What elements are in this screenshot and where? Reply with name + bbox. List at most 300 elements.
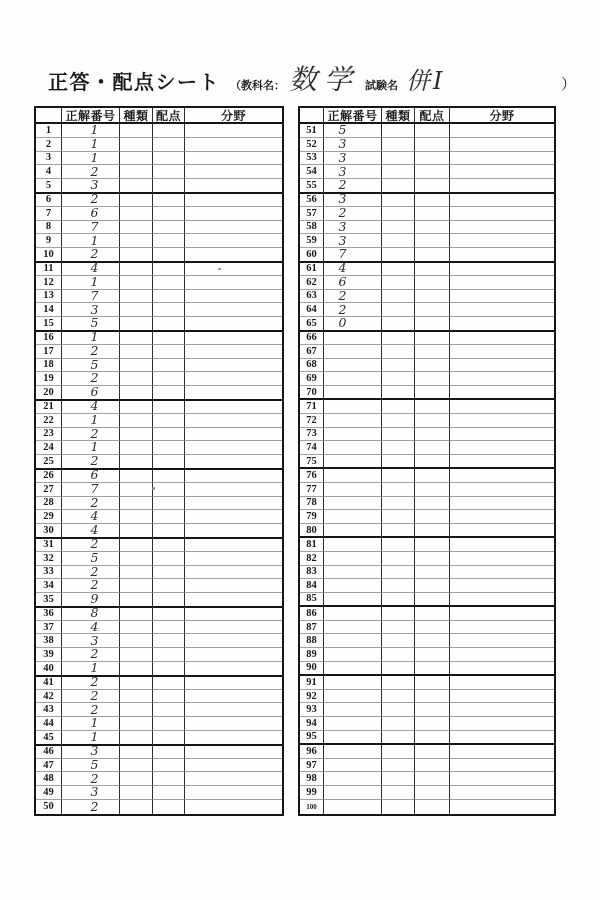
field-cell — [450, 703, 554, 717]
answer-cell — [324, 759, 382, 773]
table-row — [36, 165, 282, 179]
answer-cell — [324, 273, 382, 290]
field-cell — [185, 759, 282, 773]
row-number: 37 — [36, 621, 62, 635]
points-cell — [415, 772, 450, 786]
type-cell — [382, 703, 415, 717]
handwritten-answer: 3 — [338, 191, 347, 207]
field-cell — [185, 207, 282, 221]
row-number: 77 — [300, 483, 324, 497]
answer-cell — [324, 124, 382, 138]
table-row — [36, 800, 282, 814]
field-cell — [185, 538, 282, 552]
type-cell — [382, 152, 415, 166]
row-number: 25 — [36, 455, 62, 470]
points-header: 配点 — [415, 108, 450, 124]
row-number: 4 — [36, 165, 62, 179]
table-row — [36, 193, 282, 207]
points-cell — [415, 759, 450, 773]
row-number: 23 — [36, 428, 62, 442]
type-cell — [382, 634, 415, 648]
field-cell — [185, 359, 282, 373]
field-cell — [450, 621, 554, 635]
row-number: 56 — [300, 193, 324, 207]
points-cell — [153, 634, 185, 648]
handwritten-answer: 2 — [90, 246, 99, 262]
row-number: 12 — [36, 276, 62, 290]
handwritten-answer: 4 — [90, 508, 99, 524]
row-number: 13 — [36, 290, 62, 304]
type-cell — [120, 372, 153, 386]
field-cell — [450, 731, 554, 745]
table-row — [300, 634, 554, 648]
row-number: 76 — [300, 469, 324, 483]
field-cell — [450, 566, 554, 580]
field-cell — [450, 428, 554, 442]
type-cell — [382, 138, 415, 152]
points-cell — [415, 193, 450, 207]
handwritten-answer: 3 — [90, 632, 99, 648]
type-cell — [382, 234, 415, 248]
table-row — [36, 549, 282, 566]
row-number: 88 — [300, 634, 324, 648]
points-cell — [415, 690, 450, 704]
row-number: 75 — [300, 455, 324, 469]
row-number: 90 — [300, 662, 324, 676]
handwritten-answer: 3 — [338, 149, 347, 165]
type-cell — [120, 207, 153, 221]
row-number: 93 — [300, 703, 324, 717]
field-cell — [450, 234, 554, 248]
points-cell — [153, 579, 185, 593]
points-cell — [415, 248, 450, 263]
field-cell — [450, 124, 554, 138]
type-cell — [382, 621, 415, 635]
answer-cell — [324, 579, 382, 593]
answer-cell — [324, 234, 382, 248]
type-cell — [382, 566, 415, 580]
points-cell — [153, 138, 185, 152]
type-cell — [382, 290, 415, 304]
table-row — [300, 538, 554, 552]
row-number: 72 — [300, 414, 324, 428]
points-cell — [153, 593, 185, 608]
answer-cell — [324, 593, 382, 607]
row-number: 31 — [36, 538, 62, 552]
field-cell — [185, 593, 282, 608]
handwritten-answer: 5 — [90, 356, 99, 372]
points-cell — [153, 524, 185, 539]
points-cell — [153, 662, 185, 677]
field-cell — [185, 248, 282, 263]
answer-cell — [324, 428, 382, 442]
table-body — [300, 124, 554, 814]
row-number: 78 — [300, 497, 324, 511]
table-row — [300, 566, 554, 580]
type-cell — [120, 690, 153, 704]
field-cell — [450, 138, 554, 152]
row-number: 40 — [36, 662, 62, 677]
row-number: 58 — [300, 221, 324, 235]
row-number: 46 — [36, 745, 62, 759]
field-cell — [450, 497, 554, 511]
field-cell — [450, 345, 554, 359]
row-number: 52 — [300, 138, 324, 152]
row-number: 22 — [36, 414, 62, 428]
points-cell — [153, 400, 185, 414]
row-number: 67 — [300, 345, 324, 359]
answer-cell — [324, 262, 382, 276]
points-cell — [415, 372, 450, 386]
row-number: 5 — [36, 179, 62, 194]
table-row — [36, 703, 282, 717]
points-cell — [415, 165, 450, 179]
points-cell — [415, 566, 450, 580]
type-cell — [382, 303, 415, 317]
row-number: 21 — [36, 400, 62, 414]
type-cell — [120, 593, 153, 608]
row-number: 32 — [36, 552, 62, 566]
row-number: 14 — [36, 303, 62, 317]
field-cell — [185, 276, 282, 290]
points-cell — [153, 731, 185, 746]
points-cell — [153, 607, 185, 621]
type-cell — [120, 566, 153, 580]
table-row — [300, 717, 554, 731]
handwritten-answer: 1 — [90, 411, 99, 427]
row-number: 70 — [300, 386, 324, 400]
closing-paren: ） — [560, 77, 576, 93]
handwritten-answer: 2 — [90, 453, 99, 469]
table-row — [36, 287, 282, 304]
table-row — [300, 759, 554, 773]
answer-cell — [324, 676, 382, 690]
type-cell — [120, 483, 153, 497]
table-row — [300, 317, 554, 331]
points-cell — [415, 593, 450, 607]
answer-cell — [324, 455, 382, 469]
field-cell — [185, 221, 282, 235]
row-number: 94 — [300, 717, 324, 731]
type-cell — [382, 400, 415, 414]
field-cell — [185, 497, 282, 511]
field-cell — [450, 593, 554, 607]
points-cell — [415, 179, 450, 194]
field-cell — [185, 634, 282, 648]
points-cell — [415, 800, 450, 814]
answer-cell — [324, 621, 382, 635]
type-cell — [120, 193, 153, 207]
points-cell — [153, 234, 185, 248]
field-cell — [185, 524, 282, 539]
points-cell — [415, 359, 450, 373]
points-cell — [415, 648, 450, 662]
handwritten-answer: 2 — [90, 342, 99, 358]
type-cell — [382, 800, 415, 814]
field-cell — [185, 138, 282, 152]
row-number: 24 — [36, 441, 62, 455]
field-cell — [450, 303, 554, 317]
row-number: 47 — [36, 759, 62, 773]
field-cell — [450, 634, 554, 648]
table-row — [300, 621, 554, 635]
answer-cell — [62, 800, 120, 814]
table-row — [36, 662, 282, 676]
type-cell — [120, 359, 153, 373]
field-cell — [450, 400, 554, 414]
table-row — [300, 676, 554, 690]
type-cell — [120, 786, 153, 800]
type-cell — [382, 248, 415, 263]
points-cell — [415, 469, 450, 483]
type-header: 種類 — [120, 108, 153, 124]
type-cell — [120, 552, 153, 566]
handwritten-answer: 2 — [90, 646, 99, 662]
points-header: 配点 — [153, 108, 185, 124]
handwritten-answer: 2 — [90, 370, 99, 386]
handwritten-answer: 3 — [90, 784, 99, 800]
handwritten-answer: 2 — [90, 191, 99, 207]
points-cell — [153, 510, 185, 524]
row-number: 36 — [36, 607, 62, 621]
handwritten-answer: 3 — [338, 218, 347, 234]
table-row — [300, 455, 554, 469]
answer-cell — [324, 648, 382, 662]
row-number: 20 — [36, 386, 62, 401]
field-cell — [450, 662, 554, 676]
row-number: 73 — [300, 428, 324, 442]
field-cell — [450, 207, 554, 221]
table-row — [36, 731, 282, 745]
points-cell — [153, 703, 185, 717]
type-cell — [382, 345, 415, 359]
row-number: 60 — [300, 248, 324, 263]
points-cell — [153, 800, 185, 814]
handwritten-answer: 2 — [90, 701, 99, 717]
handwritten-answer: 2 — [90, 798, 99, 814]
answer-cell — [324, 607, 382, 621]
exam-name-handwritten: 併Ⅰ — [406, 67, 446, 95]
type-cell — [120, 510, 153, 524]
points-cell — [415, 662, 450, 676]
answer-cell — [324, 690, 382, 704]
table-row — [300, 469, 554, 483]
row-number: 11 — [36, 262, 62, 276]
row-number: 55 — [300, 179, 324, 194]
points-cell — [415, 303, 450, 317]
exam-name-label: 試験名 — [365, 80, 399, 92]
row-number: 34 — [36, 579, 62, 593]
handwritten-answer: 2 — [338, 287, 347, 303]
row-number: 80 — [300, 524, 324, 538]
type-cell — [382, 262, 415, 276]
points-cell — [153, 165, 185, 179]
field-cell — [450, 745, 554, 759]
row-number: 48 — [36, 772, 62, 786]
points-cell — [415, 703, 450, 717]
type-cell — [382, 759, 415, 773]
type-cell — [382, 593, 415, 607]
type-cell — [382, 331, 415, 345]
table-row — [300, 359, 554, 373]
field-cell — [450, 524, 554, 538]
row-number: 71 — [300, 400, 324, 414]
sheet-title-row — [48, 58, 576, 98]
row-number: 41 — [36, 676, 62, 690]
answer-cell — [324, 204, 382, 221]
table-row — [300, 552, 554, 566]
type-cell — [120, 290, 153, 304]
row-number: 83 — [300, 566, 324, 580]
answer-cell — [324, 359, 382, 373]
points-cell — [153, 262, 185, 276]
handwritten-answer: 3 — [90, 743, 99, 758]
points-cell — [415, 262, 450, 276]
handwritten-answer: 7 — [90, 287, 99, 303]
type-cell — [120, 428, 153, 442]
points-cell — [415, 483, 450, 497]
handwritten-answer: 3 — [338, 163, 347, 179]
scan-speck — [218, 268, 221, 270]
field-cell — [185, 690, 282, 704]
points-cell — [153, 359, 185, 373]
row-number: 91 — [300, 676, 324, 690]
handwritten-answer: 2 — [338, 204, 347, 220]
answer-cell — [324, 662, 382, 676]
row-number: 19 — [36, 372, 62, 386]
row-number-header — [300, 108, 324, 124]
table-row — [36, 441, 282, 455]
type-cell — [382, 221, 415, 235]
points-cell — [415, 717, 450, 731]
field-cell — [450, 262, 554, 276]
row-number: 3 — [36, 152, 62, 166]
table-row — [36, 756, 282, 773]
field-cell — [185, 455, 282, 470]
points-cell — [153, 303, 185, 317]
points-cell — [415, 579, 450, 593]
table-row — [36, 786, 282, 800]
type-cell — [382, 193, 415, 207]
field-header: 分野 — [450, 108, 554, 124]
field-cell — [185, 745, 282, 759]
points-cell — [415, 317, 450, 332]
points-cell — [415, 676, 450, 690]
table-row — [36, 273, 282, 290]
points-cell — [415, 290, 450, 304]
table-row — [36, 469, 282, 483]
row-number: 15 — [36, 317, 62, 332]
row-number: 50 — [36, 800, 62, 814]
table-row — [300, 345, 554, 359]
type-cell — [120, 165, 153, 179]
handwritten-answer: 6 — [90, 204, 99, 220]
handwritten-answer: 6 — [90, 384, 99, 400]
row-number: 82 — [300, 552, 324, 566]
type-cell — [382, 497, 415, 511]
points-cell — [415, 400, 450, 414]
type-cell — [382, 745, 415, 759]
points-cell — [153, 717, 185, 731]
table-row — [300, 690, 554, 704]
table-row — [300, 414, 554, 428]
handwritten-answer: 0 — [338, 315, 347, 331]
row-number: 7 — [36, 207, 62, 221]
type-cell — [382, 455, 415, 469]
table-row — [36, 303, 282, 317]
points-cell — [415, 414, 450, 428]
answer-cell — [324, 303, 382, 317]
row-number: 42 — [36, 690, 62, 704]
points-cell — [153, 193, 185, 207]
row-number: 9 — [36, 234, 62, 248]
type-cell — [382, 372, 415, 386]
row-number: 74 — [300, 441, 324, 455]
type-cell — [120, 579, 153, 593]
field-cell — [450, 786, 554, 800]
handwritten-answer: 1 — [90, 122, 99, 138]
table-row — [300, 772, 554, 786]
points-cell — [415, 345, 450, 359]
handwritten-answer: 5 — [90, 756, 99, 772]
type-cell — [120, 276, 153, 290]
handwritten-answer: 6 — [338, 273, 347, 289]
type-cell — [382, 276, 415, 290]
handwritten-answer: 1 — [90, 135, 99, 151]
points-cell — [415, 207, 450, 221]
table-row — [300, 428, 554, 442]
type-cell — [120, 621, 153, 635]
row-number: 79 — [300, 510, 324, 524]
field-cell — [185, 703, 282, 717]
table-row — [36, 593, 282, 607]
points-cell — [415, 221, 450, 235]
field-cell — [185, 662, 282, 677]
type-cell — [382, 538, 415, 552]
field-cell — [450, 579, 554, 593]
field-cell — [450, 510, 554, 524]
points-cell — [153, 331, 185, 345]
type-cell — [120, 676, 153, 690]
type-cell — [382, 676, 415, 690]
points-cell — [415, 428, 450, 442]
answer-cell — [324, 218, 382, 235]
points-cell — [153, 179, 185, 194]
row-number: 89 — [300, 648, 324, 662]
row-number: 26 — [36, 469, 62, 483]
table-row — [300, 483, 554, 497]
table-row — [36, 524, 282, 538]
answer-no-header: 正解番号 — [62, 108, 120, 124]
type-cell — [382, 662, 415, 676]
row-number: 33 — [36, 566, 62, 580]
points-cell — [415, 786, 450, 800]
row-number: 16 — [36, 331, 62, 345]
points-cell — [415, 331, 450, 345]
points-cell — [153, 317, 185, 332]
field-cell — [450, 759, 554, 773]
answer-cell — [324, 372, 382, 386]
table-row — [36, 372, 282, 386]
row-number: 95 — [300, 731, 324, 745]
field-cell — [185, 621, 282, 635]
table-row — [36, 772, 282, 786]
answer-cell — [324, 441, 382, 455]
type-cell — [120, 345, 153, 359]
type-cell — [120, 138, 153, 152]
field-cell — [185, 290, 282, 304]
type-cell — [120, 400, 153, 414]
